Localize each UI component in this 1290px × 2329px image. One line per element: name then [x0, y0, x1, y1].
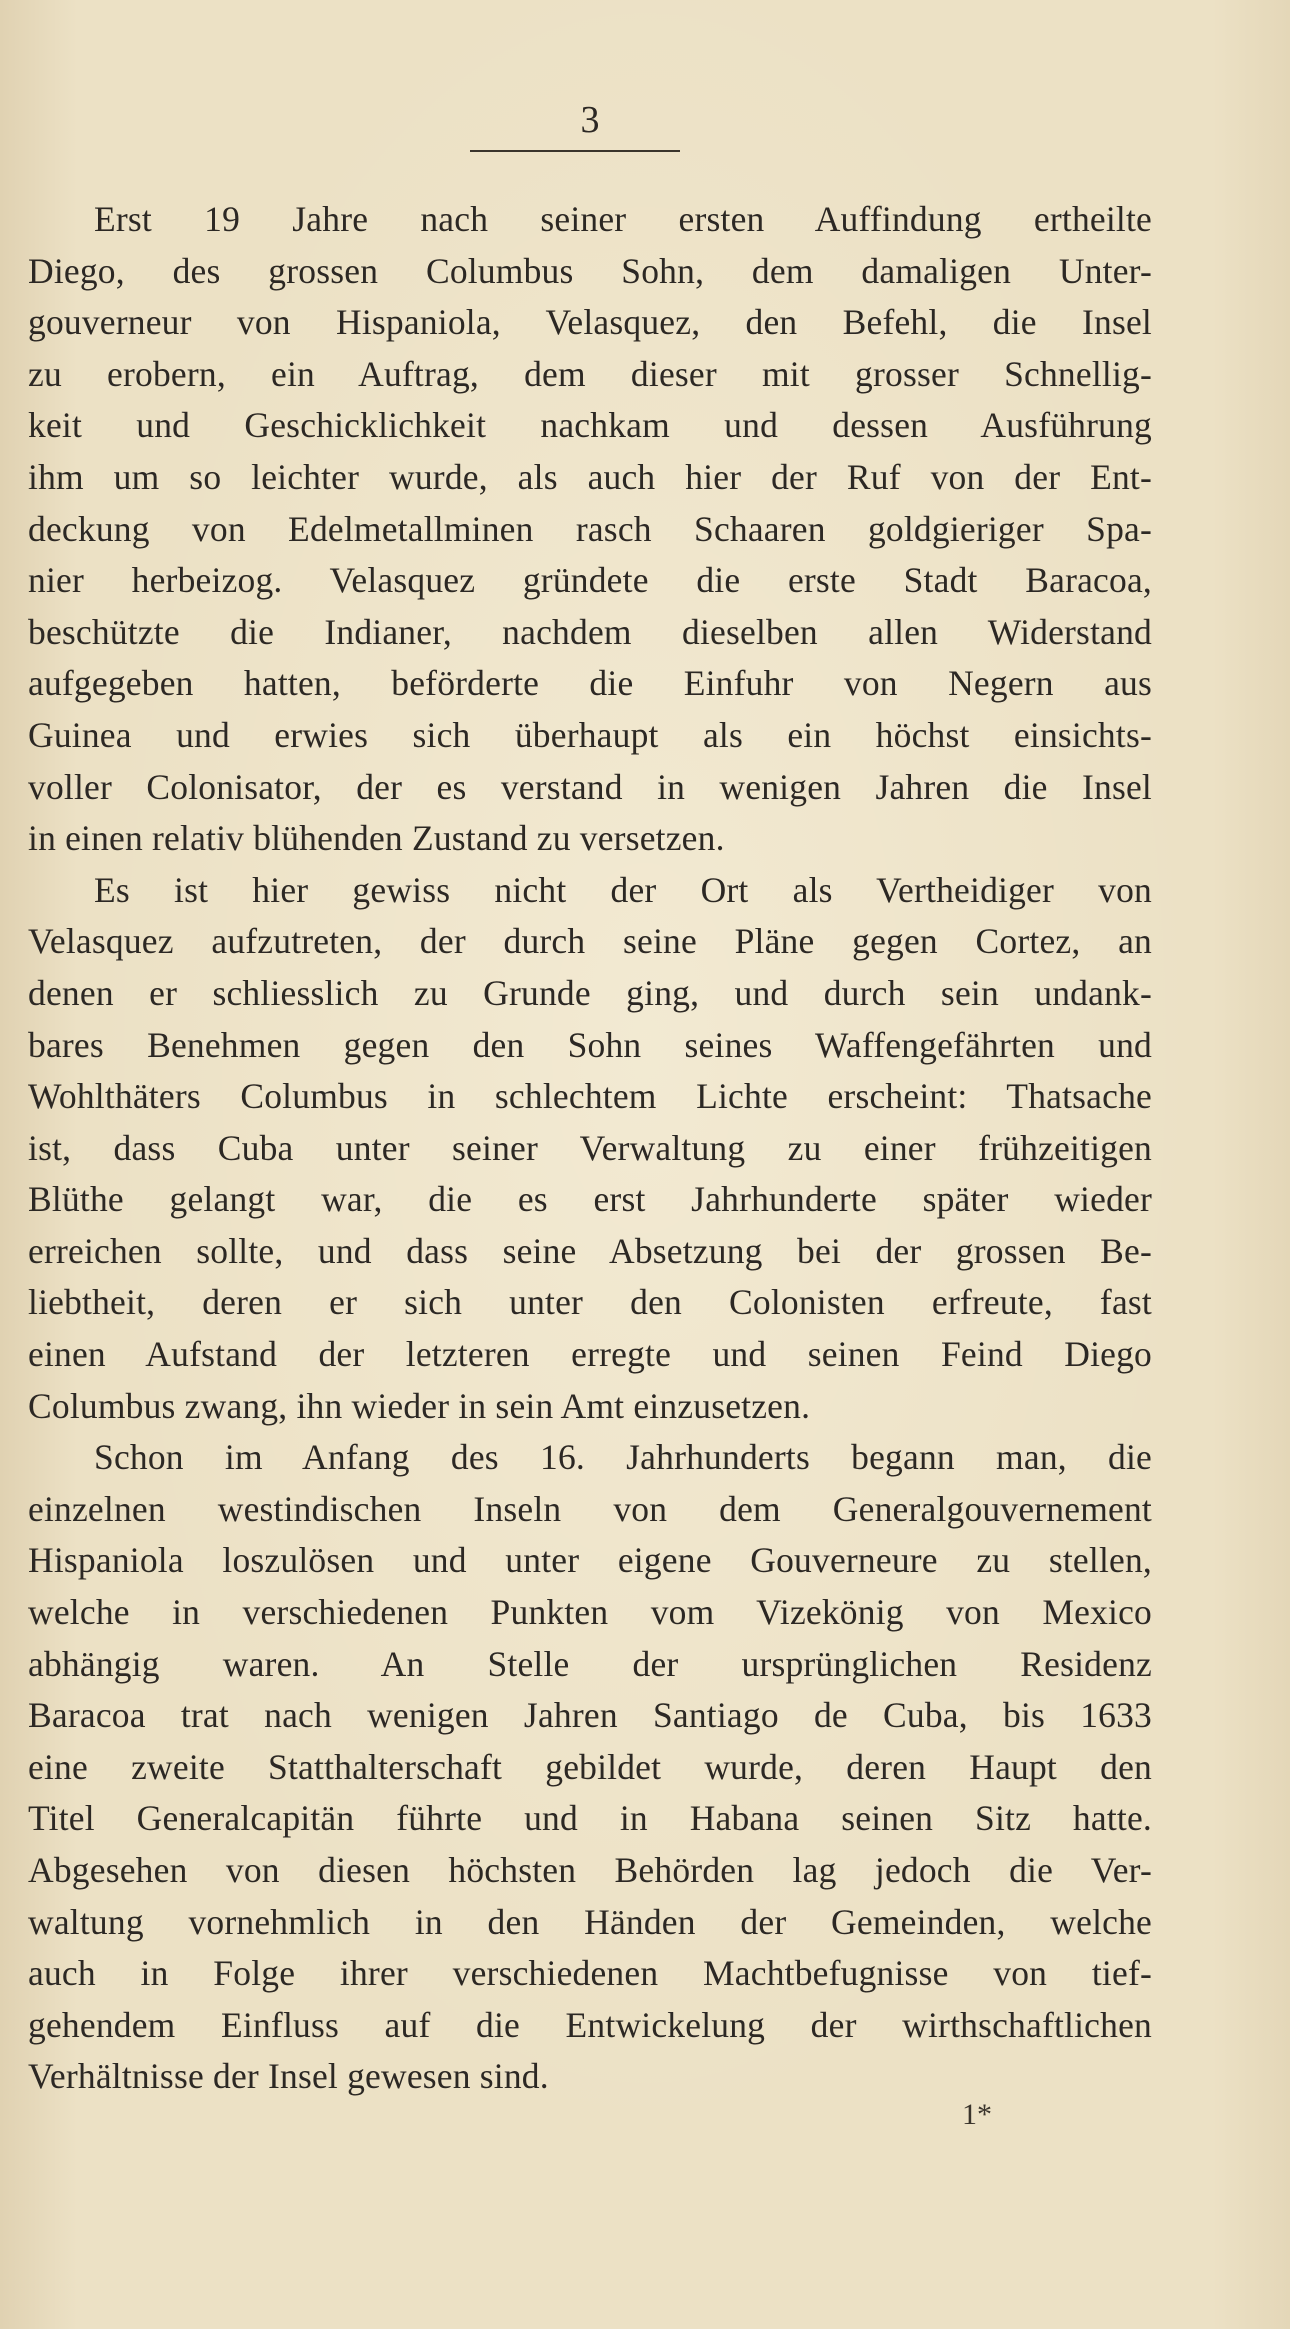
text-line: bares Benehmen gegen den Sohn seines Waffengefährten und	[28, 1024, 1152, 1065]
text-line: Verhältnisse der Insel gewesen sind.	[28, 2056, 549, 2097]
text-line: Blüthe gelangt war, die es erst Jahrhunderte später wieder	[28, 1179, 1152, 1220]
text-line: eine zweite Statthalterschaft gebildet wurde, deren Haupt den	[28, 1746, 1152, 1787]
text-line: Abgesehen von diesen höchsten Behörden lag jedoch die Ver-	[28, 1850, 1152, 1890]
text-line: denen er schliesslich zu Grunde ging, und durch sein undank-	[28, 972, 1152, 1013]
header-rule	[470, 150, 680, 152]
text-line: voller Colonisator, der es verstand in wenigen Jahren die Insel	[28, 766, 1152, 807]
page-number: 3	[580, 99, 600, 141]
text-line: erreichen sollte, und dass seine Absetzung bei der grossen Be-	[28, 1230, 1152, 1271]
text-line: liebtheit, deren er sich unter den Colonisten erfreute, fast	[28, 1282, 1152, 1323]
text-line: einen Aufstand der letzteren erregte und seinen Feind Diego	[28, 1334, 1152, 1375]
text-line: deckung von Edelmetallminen rasch Schaaren goldgieriger Spa-	[28, 508, 1152, 549]
body-text	[28, 194, 1152, 2103]
text-line: ist, dass Cuba unter seiner Verwaltung zu einer frühzeitigen	[28, 1127, 1152, 1168]
text-line: Titel Generalcapitän führte und in Habana seinen Sitz hatte.	[28, 1798, 1152, 1839]
text-line: auch in Folge ihrer verschiedenen Machtbefugnisse von tief-	[28, 1953, 1152, 1994]
text-line: keit und Geschicklichkeit nachkam und dessen Ausführung	[28, 405, 1152, 446]
text-line: gouverneur von Hispaniola, Velasquez, den Befehl, die Insel	[28, 302, 1152, 343]
text-line: Schon im Anfang des 16. Jahrhunderts begann man, die	[94, 1437, 1152, 1478]
text-line: Guinea und erwies sich überhaupt als ein höchst einsichts-	[28, 714, 1152, 755]
text-line: waltung vornehmlich in den Händen der Gemeinden, welche	[28, 1901, 1152, 1942]
text-line: aufgegeben hatten, beförderte die Einfuhr von Negern aus	[28, 663, 1152, 704]
text-line: ihm um so leichter wurde, als auch hier der Ruf von der Ent-	[28, 456, 1152, 497]
text-line: Velasquez aufzutreten, der durch seine Pläne gegen Cortez, an	[28, 921, 1152, 962]
text-line: Es ist hier gewiss nicht der Ort als Vertheidiger von	[94, 869, 1152, 910]
text-line: zu erobern, ein Auftrag, dem dieser mit grosser Schnellig-	[28, 353, 1152, 394]
text-line: Wohlthäters Columbus in schlechtem Lichte erscheint: Thatsache	[28, 1076, 1152, 1117]
text-line: Baracoa trat nach wenigen Jahren Santiago de Cuba, bis 1633	[28, 1695, 1152, 1736]
text-line: welche in verschiedenen Punkten vom Vizekönig von Mexico	[28, 1592, 1152, 1633]
text-line: in einen relativ blühenden Zustand zu versetzen.	[28, 818, 725, 859]
text-line: beschützte die Indianer, nachdem dieselben allen Widerstand	[28, 611, 1152, 652]
text-line: Hispaniola loszulösen und unter eigene Gouverneure zu stellen,	[28, 1540, 1152, 1581]
text-line: nier herbeizog. Velasquez gründete die erste Stadt Baracoa,	[28, 560, 1152, 601]
signature-mark: 1*	[962, 2098, 992, 2131]
text-line: einzelnen westindischen Inseln von dem Generalgouvernement	[28, 1488, 1152, 1529]
text-line: Erst 19 Jahre nach seiner ersten Auffindung ertheilte	[94, 199, 1152, 239]
text-line: Columbus zwang, ihn wieder in sein Amt einzusetzen.	[28, 1385, 811, 1426]
text-line: abhängig waren. An Stelle der ursprünglichen Residenz	[28, 1643, 1152, 1684]
text-line: Diego, des grossen Columbus Sohn, dem damaligen Unter-	[28, 250, 1152, 291]
text-line: gehendem Einfluss auf die Entwickelung der wirthschaftlichen	[28, 2004, 1152, 2045]
